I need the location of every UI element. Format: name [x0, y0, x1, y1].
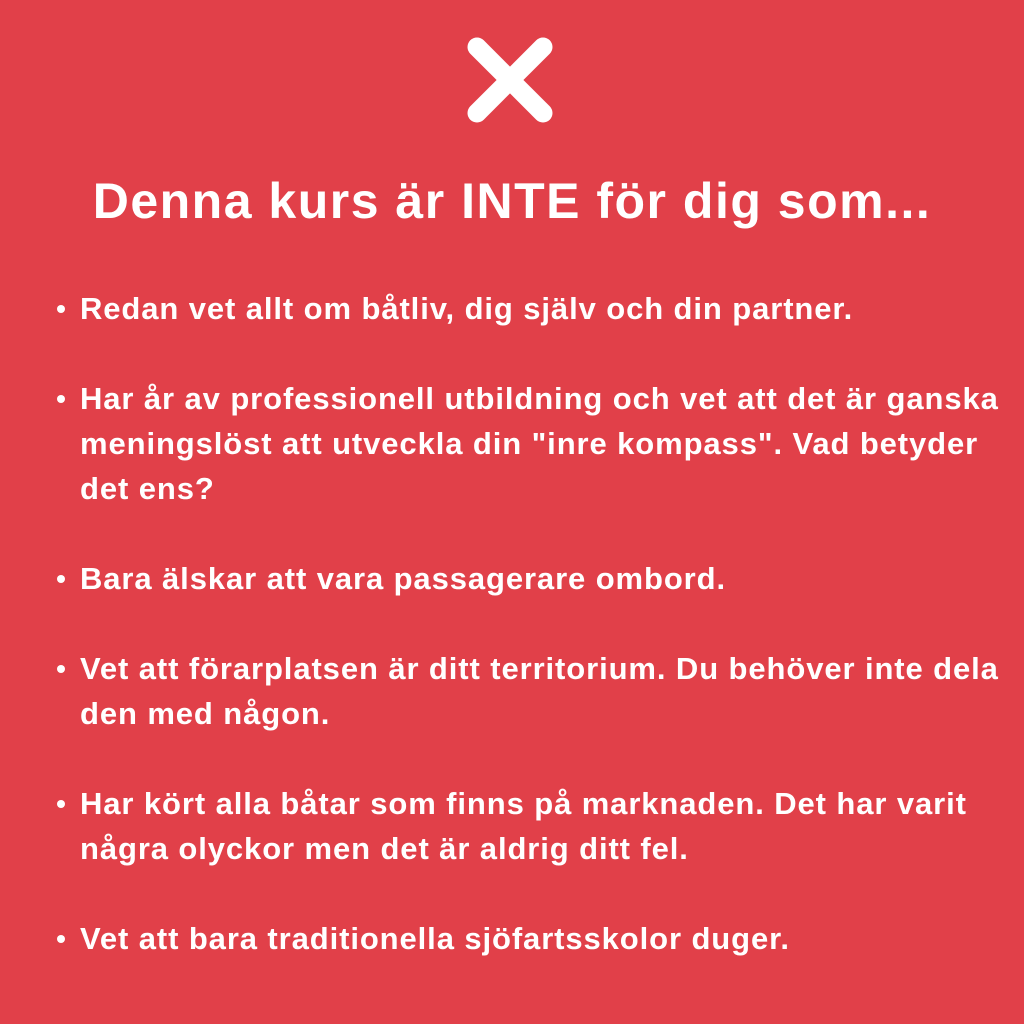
page-title: Denna kurs är INTE för dig som... [92, 173, 932, 229]
close-x-icon [462, 32, 558, 128]
list-item-text: Vet att förarplatsen är ditt territorium. Du behöver inte dela den med någon. [80, 651, 999, 731]
list-item-text: Vet att bara traditionella sjöfartsskolor duger. [80, 921, 790, 956]
bullet-list [50, 286, 1000, 961]
list-item [50, 781, 1000, 871]
bullet-dot [57, 395, 65, 403]
bullet-dot [57, 665, 65, 673]
list-item-text: Bara älskar att vara passagerare ombord. [80, 561, 726, 596]
list-item [50, 286, 1000, 331]
list-item [50, 556, 1000, 601]
list-item [50, 916, 1000, 961]
list-item [50, 646, 1000, 736]
bullet-dot [57, 935, 65, 943]
bullet-dot [57, 305, 65, 313]
bullet-dot [57, 800, 65, 808]
list-item-text: Har år av professionell utbildning och vet att det är ganska meningslöst att utveckla din "inre kompass". Vad betyder det ens? [80, 381, 999, 506]
list-item-text: Har kört alla båtar som finns på marknaden. Det har varit några olyckor men det är aldrig ditt fel. [80, 786, 967, 866]
bullet-dot [57, 575, 65, 583]
list-item [50, 376, 1000, 511]
list-item-text: Redan vet allt om båtliv, dig själv och din partner. [80, 291, 854, 326]
